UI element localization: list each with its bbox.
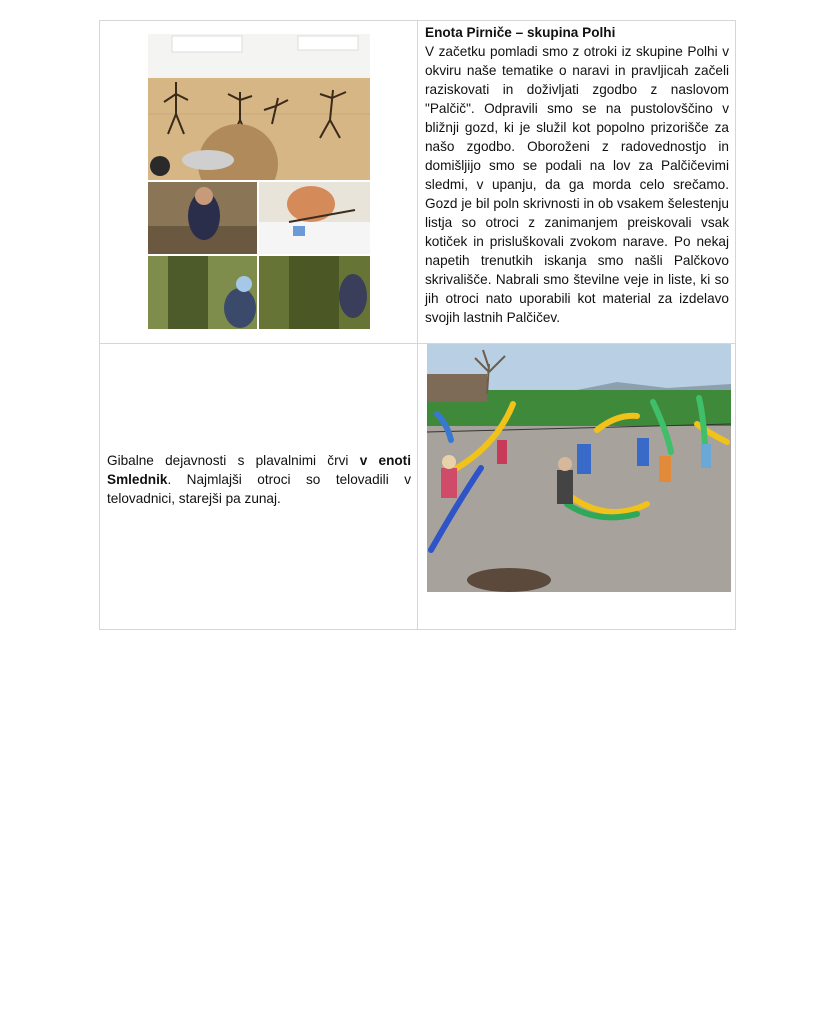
playground-photo xyxy=(427,344,731,592)
craft-table-photo xyxy=(259,182,370,254)
forest-photo-2 xyxy=(148,256,257,329)
stick-figures-photo xyxy=(148,34,370,180)
smlednik-description xyxy=(107,451,411,508)
paragraph-text-end: . Najmlajši otroci so telovadili v telovadnici, starejši pa zunaj. xyxy=(107,472,411,506)
paragraph-text-start: Gibalne dejavnosti s plavalnimi črvi xyxy=(107,453,360,468)
forest-photo-3 xyxy=(259,256,370,329)
section-body: V začetku pomladi smo z otroki iz skupine Polhi v okviru naše tematike o naravi in pravljicah začeli raziskovati in doživljati zgodbo z naslovom "Palčič". Odpravili smo se na pustolovščino v bližnji gozd, ki je služil kot popolno prizorišče za našo zgodbo. Oboroženi z radovednostjo in domišljijo smo se podali na lov za Palčičevimi sledmi, v upanju, da ga morda celo srečamo. Gozd je bil poln skrivnosti in ob vsakem šelestenju listja so otroci z zanimanjem preiskovali vsak kotiček in prisluškovali zvokom narave. Po nekaj napetih trenutkih iskanja smo našli Palčkovo skrivališče. Nabrali smo številne veje in liste, ki so jih otroci nato uporabili kot material za izdelavo svojih lastnih Palčičev. xyxy=(425,44,729,325)
photo-collage xyxy=(148,34,370,329)
paragraph-bold-text: v enoti Smlednik xyxy=(107,453,411,487)
column-divider xyxy=(417,21,418,629)
forest-photo-1 xyxy=(148,182,257,254)
content-table xyxy=(99,20,736,630)
section-title: Enota Pirniče – skupina Polhi xyxy=(425,25,616,40)
pirnice-description xyxy=(425,23,729,327)
smlednik-paragraph xyxy=(107,451,411,508)
